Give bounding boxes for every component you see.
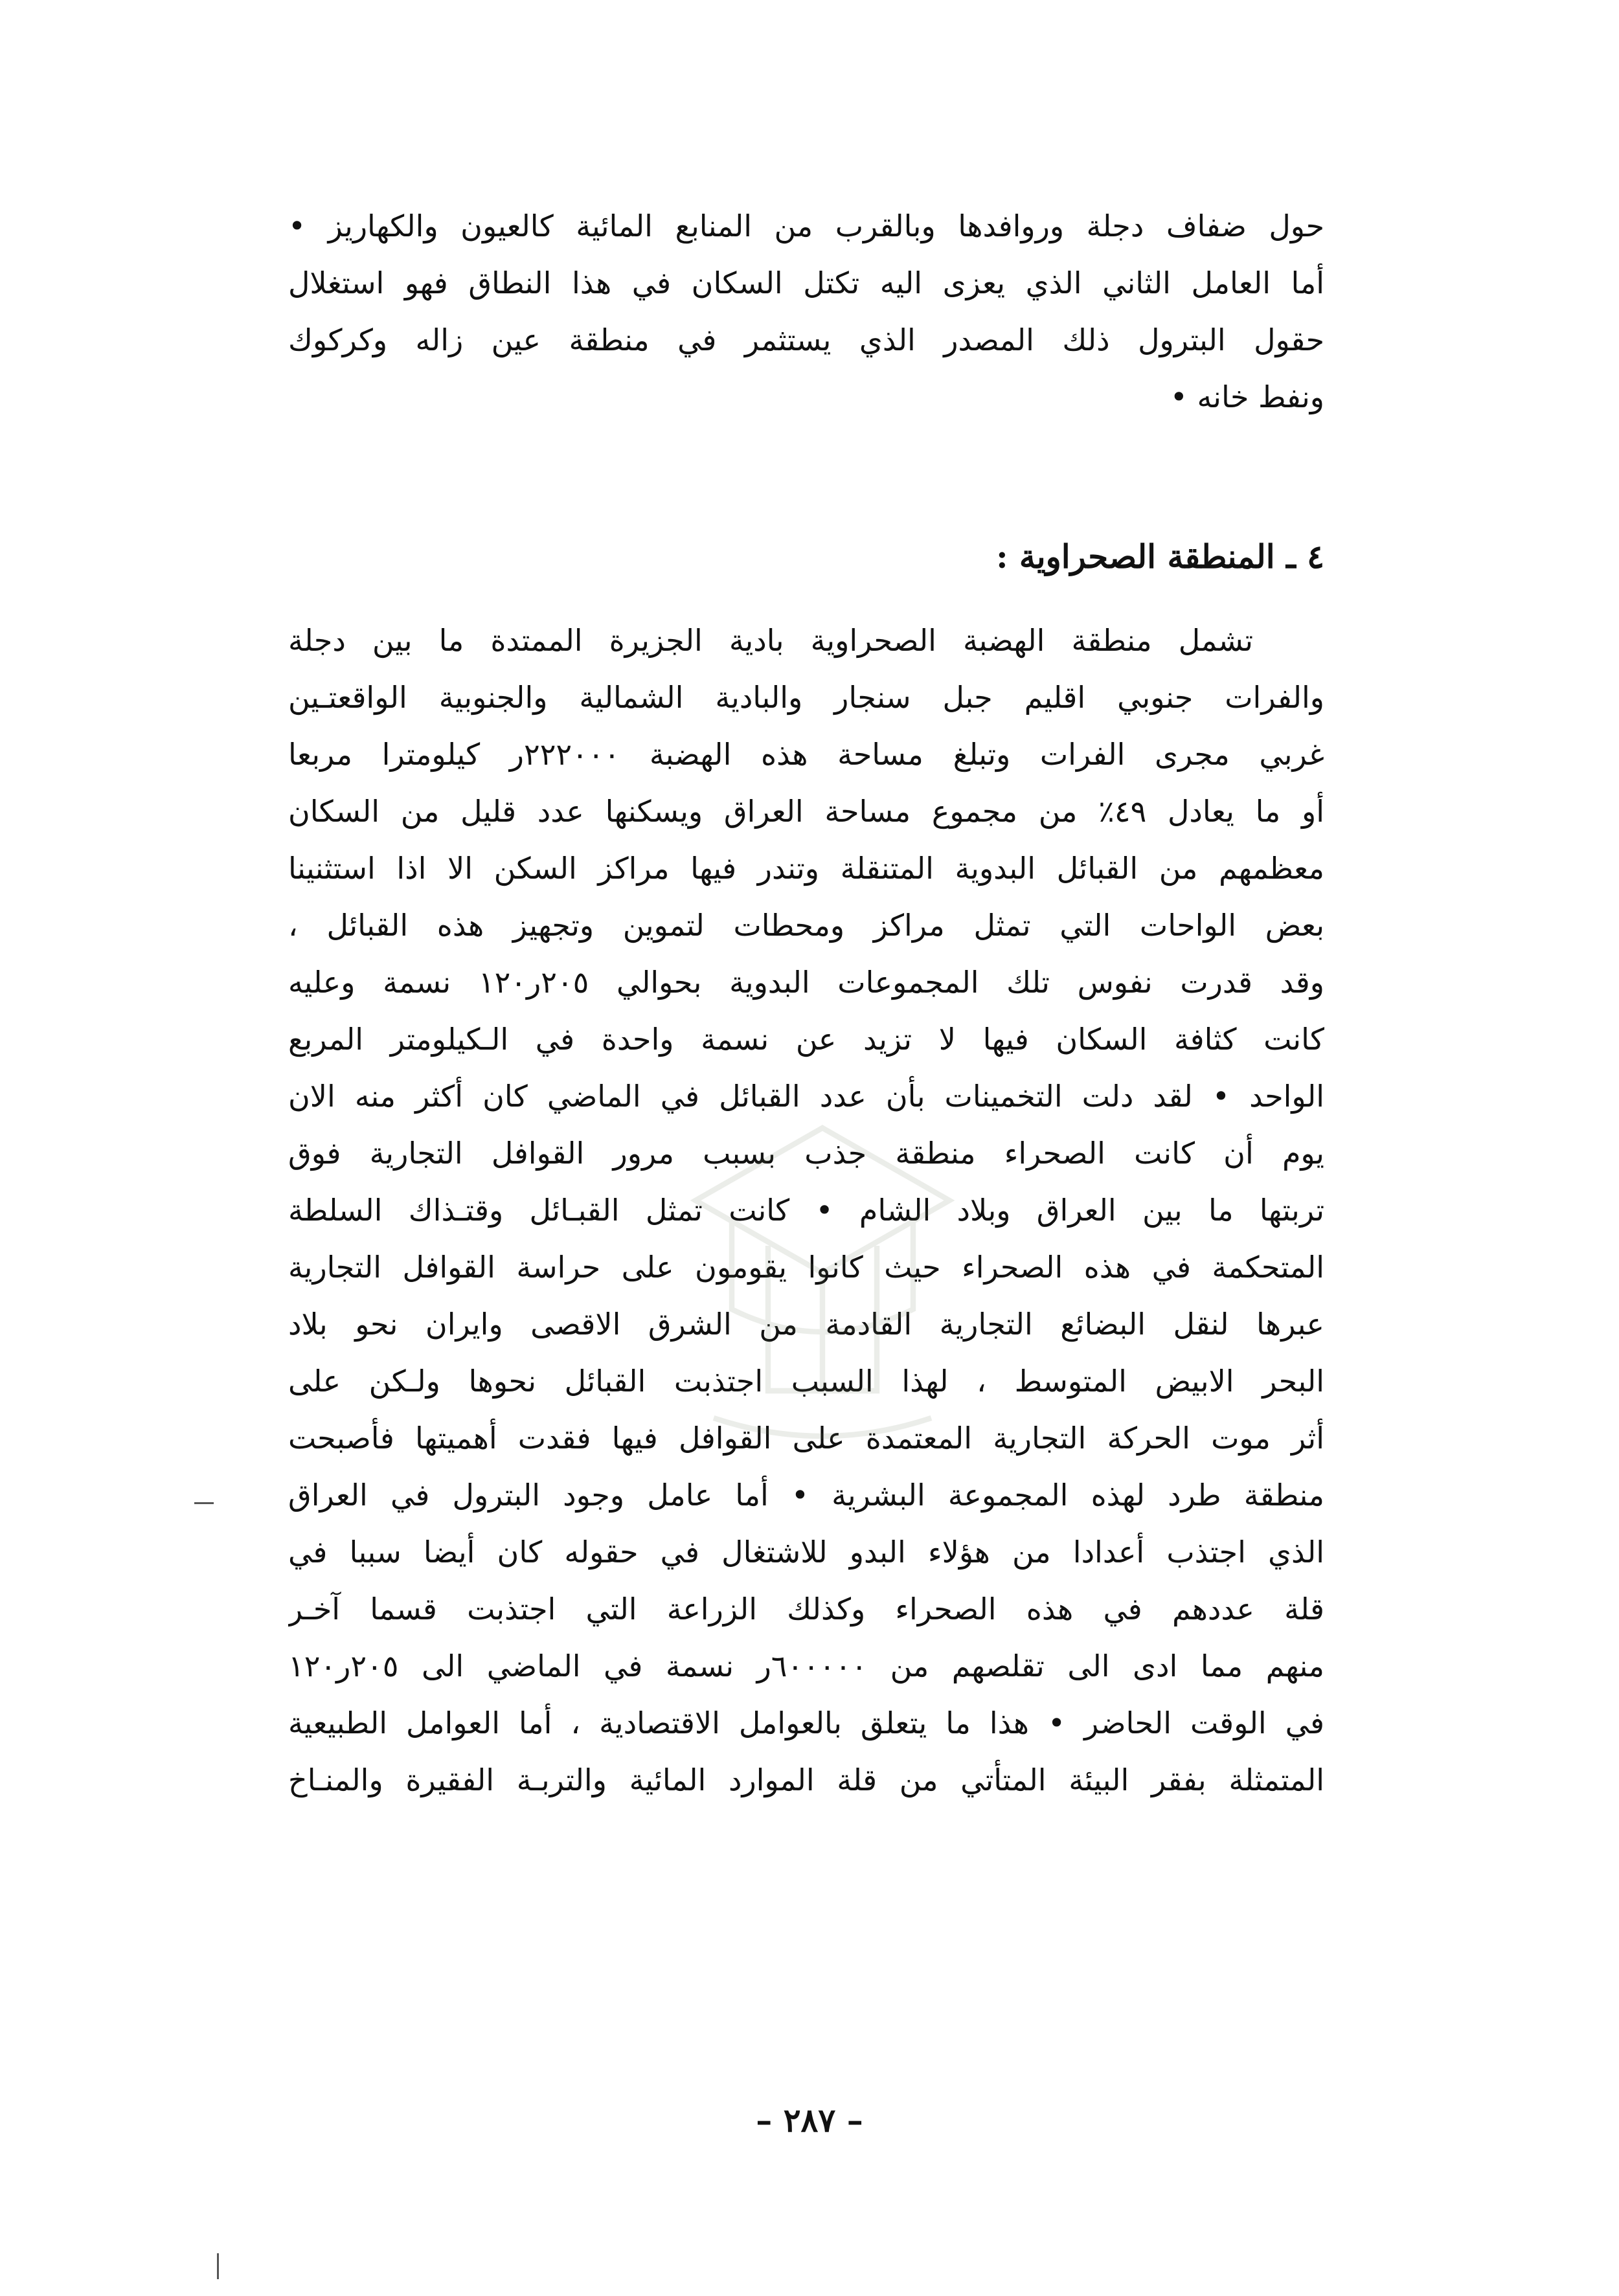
body-line: يوم أن كانت الصحراء منطقة جذب بسبب مرور القوافل التجارية فوق (288, 1136, 1324, 1171)
body-line: عبرها لنقل البضائع التجارية القادمة من الشرق الاقصى وايران نحو بلاد (288, 1307, 1324, 1342)
body-line: منهم مما ادى الى تقلصهم من ٦٠٠٠٠٠ر نسمة في الماضي الى ٢٠٥ر١٢٠ (288, 1649, 1324, 1683)
body-line: الذي اجتذب أعدادا من هؤلاء البدو للاشتغال في حقوله كان أيضا سببا في (288, 1535, 1324, 1570)
body-line: الواحد • لقد دلت التخمينات بأن عدد القبائل في الماضي كان أكثر منه الان (288, 1079, 1324, 1114)
body-line: البحر الابيض المتوسط ، لهذا السبب اجتذبت القبائل نحوها ولـكن على (288, 1364, 1324, 1399)
intro-paragraph (288, 197, 1324, 425)
body-line: معظمهم من القبائل البدوية المتنقلة وتندر فيها مراكز السكن الا اذا استثنينا (288, 851, 1324, 886)
body-line: تربتها ما بين العراق وبلاد الشام • كانت تمثل القبـائل وقتـذاك السلطة (288, 1193, 1324, 1228)
body-line: أو ما يعادل ٤٩٪ من مجموع مساحة العراق ويسكنها عدد قليل من السكان (288, 794, 1324, 829)
intro-line: حول ضفاف دجلة وروافدها وبالقرب من المنابع المائية كالعيون والكهاريز • (288, 208, 1324, 243)
body-line: في الوقت الحاضر • هذا ما يتعلق بالعوامل الاقتصادية ، أما العوامل الطبيعية (288, 1705, 1324, 1740)
body-line: وقد قدرت نفوس تلك المجموعات البدوية بحوالي ٢٠٥ر١٢٠ نسمة وعليه (288, 965, 1324, 1000)
page-number: – ٢٨٧ – (756, 2101, 863, 2139)
scan-edge-mark (194, 1502, 214, 1504)
body-line: كانت كثافة السكان فيها لا تزيد عن نسمة واحدة في الـكيلومتر المربع (288, 1022, 1324, 1057)
body-line: أثر موت الحركة التجارية المعتمدة على القوافل فيها فقدت أهميتها فأصبحت (288, 1421, 1324, 1456)
body-line: غربي مجرى الفرات وتبلغ مساحة هذه الهضبة ٢٢٢٠٠٠ر كيلومترا مربعا (288, 737, 1324, 772)
section-heading: ٤ ـ المنطقة الصحراوية : (996, 537, 1324, 576)
intro-line: أما العامل الثاني الذي يعزى اليه تكتل السكان في هذا النطاق فهو استغلال (288, 265, 1324, 300)
body-line: المتمثلة بفقر البيئة المتأتي من قلة الموارد المائية والتربـة الفقيرة والمنـاخ (288, 1762, 1324, 1797)
body-line: تشمل منطقة الهضبة الصحراوية بادية الجزيرة الممتدة ما بين دجلة (288, 623, 1253, 658)
body-line: المتحكمة في هذه الصحراء حيث كانوا يقومون على حراسة القوافل التجارية (288, 1250, 1324, 1285)
body-line: منطقة طرد لهذه المجموعة البشرية • أما عامل وجود البترول في العراق (288, 1478, 1324, 1513)
body-line: بعض الواحات التي تمثل مراكز ومحطات لتموين وتجهيز هذه القبائل ، (288, 908, 1324, 943)
library-watermark-icon (641, 1101, 1004, 1463)
scan-edge-mark (217, 2253, 219, 2279)
intro-line: حقول البترول ذلك المصدر الذي يستثمر في منطقة عين زاله وكركوك (288, 322, 1324, 357)
body-line: قلة عددهم في هذه الصحراء وكذلك الزراعة التي اجتذبت قسما آخـر (288, 1592, 1324, 1626)
body-line: والفرات جنوبي اقليم جبل سنجار والبادية الشمالية والجنوبية الواقعتـين (288, 680, 1324, 715)
intro-line: ونفط خانه • (1170, 379, 1324, 414)
